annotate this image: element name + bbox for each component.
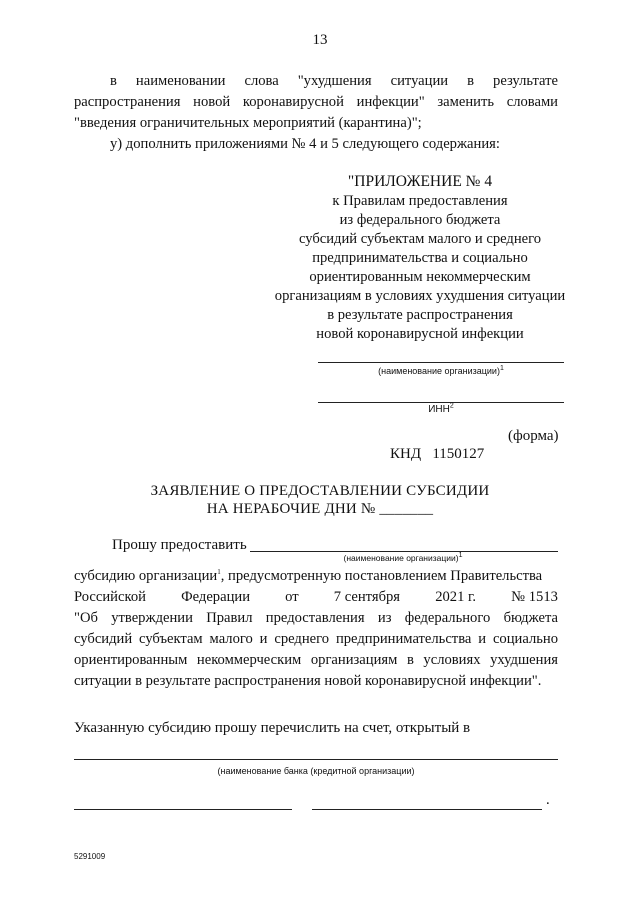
inn-caption: ИНН$^2$ [428, 402, 454, 415]
bank-name-line[interactable] [74, 759, 558, 760]
footer-code: 5291009 [74, 852, 106, 861]
appendix-line: субсидий субъектам малого и среднего [298, 231, 542, 247]
form-label: (форма) [508, 428, 559, 444]
org-name-caption: (наименование организации)$^1$ [378, 365, 504, 376]
request-line-3: "Об утверждении Правил предоставления из федерального бюджета [74, 610, 558, 626]
word: результате [493, 73, 558, 89]
page-number: 13 [312, 32, 328, 48]
doc-title-line-1: ЗАЯВЛЕНИЕ О ПРЕДОСТАВЛЕНИИ СУБСИДИИ [150, 483, 490, 499]
appendix-line: предпринимательства и социально [312, 250, 528, 266]
appendix-line: организациям в условиях ухудшения ситуации [274, 288, 566, 304]
word: 2021 г. [435, 589, 477, 605]
intro-line-2: распространения новой коронавирусной инфекции" заменить словами [74, 94, 558, 110]
request-org-caption: (наименование организации)$^1$ [343, 552, 463, 563]
knd-code: КНД 1150127 [390, 446, 485, 462]
word: слова [244, 73, 279, 89]
account-text: Указанную субсидию прошу перечислить на счет, открытый в [74, 720, 471, 736]
inn-line[interactable] [318, 402, 564, 403]
bank-name-caption: (наименование банка (кредитной организации) [217, 766, 415, 776]
request-line-2 [74, 587, 558, 608]
word: от [285, 589, 299, 605]
appendix-title: "ПРИЛОЖЕНИЕ № 4 [347, 173, 493, 190]
appendix-line: к Правилам предоставления [332, 193, 508, 209]
intro-para-2: у) дополнить приложениями № 4 и 5 следующего содержания: [110, 136, 500, 152]
account-field-line-right[interactable] [312, 809, 542, 810]
appendix-block [250, 171, 590, 344]
request-label: Прошу предоставить [112, 537, 247, 553]
intro-line-3: "введения ограничительных мероприятий (карантина)"; [74, 115, 422, 131]
doc-title-line-2: НА НЕРАБОЧИЕ ДНИ № _______ [206, 501, 434, 517]
request-line-6: ситуации в результате распространения новой коронавирусной инфекции". [74, 673, 542, 689]
request-line-1: субсидию организации$^1$, предусмотренную постановлением Правительства [74, 568, 543, 584]
word: ситуации [390, 73, 449, 89]
intro-line-1 [110, 71, 558, 92]
request-org-line[interactable] [250, 551, 558, 552]
appendix-line: из федерального бюджета [339, 212, 501, 228]
word: в [467, 73, 474, 89]
word: в [110, 73, 117, 89]
appendix-line: новой коронавирусной инфекции [316, 326, 524, 342]
word: Федерации [181, 589, 250, 605]
request-line-4: субсидий субъектам малого и среднего предпринимательства и социально [74, 631, 558, 647]
word: Российской [74, 589, 146, 605]
word: наименовании [135, 73, 226, 89]
appendix-line: ориентированным некоммерческим [309, 269, 531, 285]
request-line-5: ориентированным некоммерческим организациям в условиях ухудшения [74, 652, 558, 668]
org-name-line[interactable] [318, 362, 564, 363]
word: "ухудшения [297, 73, 372, 89]
account-field-line-left[interactable] [74, 809, 292, 810]
trailing-mark: . [546, 792, 550, 808]
word: 7 сентября [333, 589, 401, 605]
word: № 1513 [511, 589, 558, 605]
appendix-line: в результате распространения [327, 307, 513, 323]
